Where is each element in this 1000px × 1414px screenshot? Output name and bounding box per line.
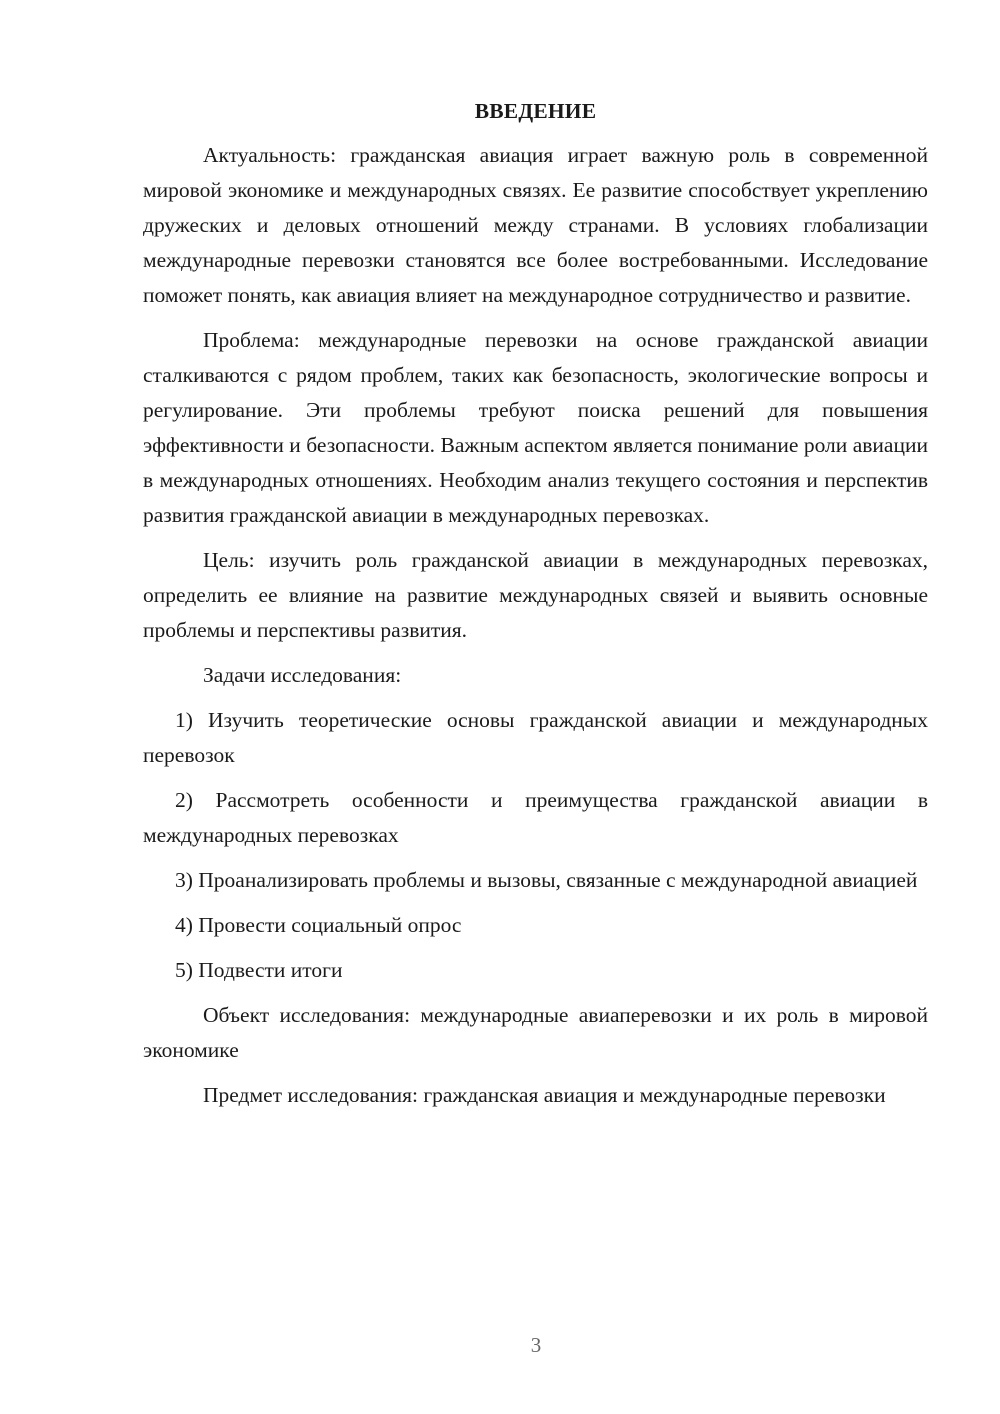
page-content [143, 96, 928, 1123]
goal-paragraph: Цель: изучить роль гражданской авиации в международных перевозках, определить ее влияние на развитие международных связей и выявить основные проблемы и перспективы развития. [143, 548, 928, 642]
task-item: 2) Рассмотреть особенности и преимущества гражданской авиации в международных перевозках [143, 788, 928, 847]
section-title: ВВЕДЕНИЕ [474, 99, 597, 123]
relevance-paragraph: Актуальность: гражданская авиация играет важную роль в современной мировой экономике и международных связях. Ее развитие способствует укреплению дружеских и деловых отношений между странами. В условиях глобализации международные перевозки становятся все более востребованными. Исследование поможет понять, как авиация влияет на международное сотрудничество и развитие. [143, 143, 928, 307]
tasks-heading: Задачи исследования: [203, 663, 402, 687]
subject-paragraph: Предмет исследования: гражданская авиация и международные перевозки [203, 1083, 886, 1107]
task-item: 1) Изучить теоретические основы гражданской авиации и международных перевозок [143, 708, 928, 767]
task-item: 4) Провести социальный опрос [175, 913, 462, 937]
problem-paragraph: Проблема: международные перевозки на основе гражданской авиации сталкиваются с рядом проблем, таких как безопасность, экологические вопросы и регулирование. Эти проблемы требуют поиска решений для повышения эффективности и безопасности. Важным аспектом является понимание роли авиации в международных отношениях. Необходим анализ текущего состояния и перспектив развития гражданской авиации в международных перевозках. [143, 328, 928, 527]
page-number: 3 [530, 1333, 542, 1357]
tasks-list [143, 703, 928, 988]
object-paragraph: Объект исследования: международные авиаперевозки и их роль в мировой экономике [143, 1003, 928, 1062]
task-item: 3) Проанализировать проблемы и вызовы, связанные с международной авиацией [175, 868, 918, 892]
task-item: 5) Подвести итоги [175, 958, 343, 982]
